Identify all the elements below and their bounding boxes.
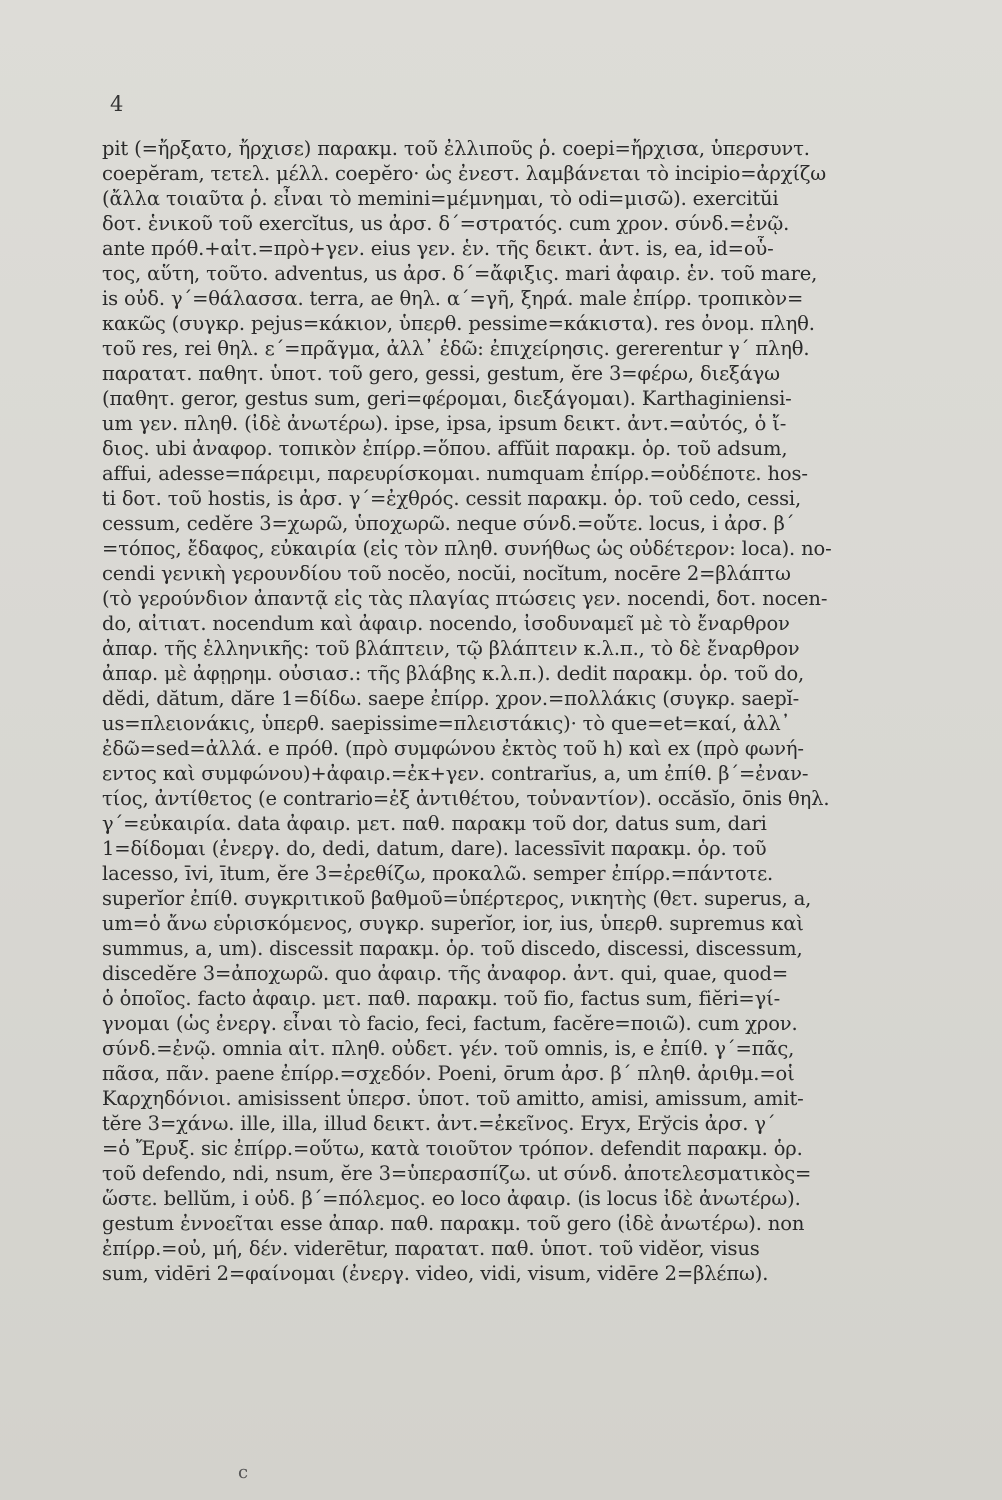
text-line: gestum ἐννοεῖται esse ἀπαρ. παθ. παρακμ. τοῦ gero (ἰδὲ ἀνωτέρω). non: [102, 1212, 805, 1235]
text-line: Καρχηδόνιοι. amisissent ὑπερσ. ὑποτ. τοῦ amitto, amisi, amissum, amit-: [102, 1087, 804, 1110]
text-line: dĕdi, dătum, dăre 1=δίδω. saepe ἐπίρρ. χρον.=πολλάκις (συγκρ. saepĭ-: [102, 687, 800, 710]
text-line: εντος καὶ συμφώνου)+ἀφαιρ.=ἐκ+γεν. contrarĭus, a, um ἐπίθ. β΄=ἐναν-: [102, 762, 809, 785]
text-line: ἀπαρ. μὲ ἀφῃρημ. οὐσιασ.: τῆς βλάβης κ.λ.π.). dedit παρακμ. ὁρ. τοῦ do,: [102, 662, 805, 685]
text-line: affui, adesse=πάρειμι, παρευρίσκομαι. numquam ἐπίρρ.=οὐδέποτε. hos-: [102, 462, 808, 485]
text-line: ἐδῶ=sed=ἀλλά. e πρόθ. (πρὸ συμφώνου ἐκτὸς τοῦ h) καὶ ex (πρὸ φωνή-: [102, 737, 804, 760]
text-line: discedĕre 3=ἀποχωρῶ. quo ἀφαιρ. τῆς ἀναφορ. ἀντ. qui, quae, quod=: [102, 962, 789, 985]
text-line: ti δοτ. τοῦ hostis, is ἀρσ. γ΄=ἐχθρός. cessit παρακμ. ὁρ. τοῦ cedo, cessi,: [102, 487, 802, 510]
text-line: διος. ubi ἀναφορ. τοπικὸν ἐπίρρ.=ὅπου. affŭit παρακμ. ὁρ. τοῦ adsum,: [102, 437, 788, 460]
text-line: ἐπίρρ.=οὐ, μή, δέν. viderētur, παρατατ. παθ. ὑποτ. τοῦ vidĕor, visus: [102, 1237, 760, 1260]
text-line: pit (=ἤρξατο, ἤρχισε) παρακμ. τοῦ ἐλλιποῦς ῥ. coepi=ἤρχισα, ὑπερσυντ.: [102, 137, 810, 160]
text-line: ὥστε. bellŭm, i οὐδ. β΄=πόλεμος. eo loco ἀφαιρ. (is locus ἰδὲ ἀνωτέρω).: [102, 1187, 801, 1210]
text-line: δοτ. ἑνικοῦ τοῦ exercĭtus, us ἀρσ. δ΄=στρατός. cum χρον. σύνδ.=ἐνῷ.: [102, 212, 790, 235]
text-line: παρατατ. παθητ. ὑποτ. τοῦ gero, gessi, gestum, ĕre 3=φέρω, διεξάγω: [102, 362, 780, 385]
text-line: is οὐδ. γ΄=θάλασσα. terra, ae θηλ. α΄=γῆ, ξηρά. male ἐπίρρ. τροπικὸν=: [102, 287, 804, 310]
text-line: lacesso, īvi, ītum, ĕre 3=ἐρεθίζω, προκαλῶ. semper ἐπίρρ.=πάντοτε.: [102, 862, 774, 885]
text-line: us=πλειονάκις, ὑπερθ. saepissime=πλειστάκις)· τὸ que=et=καί, ἀλλ᾽: [102, 712, 791, 735]
text-line: tĕre 3=χάνω. ille, illa, illud δεικτ. ἀντ.=ἐκεῖνος. Eryx, Erўcis ἀρσ. γ΄: [102, 1112, 776, 1135]
text-line: κακῶς (συγκρ. pejus=κάκιον, ὑπερθ. pessime=κάκιστα). res ὀνομ. πληθ.: [102, 312, 815, 335]
text-line: τος, αὕτη, τοῦτο. adventus, us ἀρσ. δ΄=ἄφιξις. mari ἀφαιρ. ἑν. τοῦ mare,: [102, 262, 818, 285]
page-number: 4: [110, 92, 124, 116]
text-line: ante πρόθ.+αἰτ.=πρὸ+γεν. eius γεν. ἑν. τῆς δεικτ. ἀντ. is, ea, id=οὗ-: [102, 237, 774, 260]
text-line: um γεν. πληθ. (ἰδὲ ἀνωτέρω). ipse, ipsa, ipsum δεικτ. ἀντ.=αὐτός, ὁ ἴ-: [102, 412, 787, 435]
text-line: τοῦ defendo, ndi, nsum, ĕre 3=ὑπερασπίζω. ut σύνδ. ἀποτελεσματικὸς=: [102, 1162, 812, 1185]
text-line: γ΄=εὐκαιρία. data ἀφαιρ. μετ. παθ. παρακμ τοῦ dor, datus sum, dari: [102, 812, 767, 835]
text-line: (ἄλλα τοιαῦτα ῥ. εἶναι τὸ memini=μέμνημαι, τὸ odi=μισῶ). exercitŭi: [102, 187, 779, 210]
text-line: coepĕram, τετελ. μέλλ. coepĕro· ὡς ἐνεστ. λαμβάνεται τὸ incipio=ἀρχίζω: [102, 162, 827, 185]
text-line: σύνδ.=ἐνῷ. omnia αἰτ. πληθ. οὐδετ. γέν. τοῦ omnis, is, e ἐπίθ. γ΄=πᾶς,: [102, 1037, 795, 1060]
text-line: (παθητ. geror, gestus sum, geri=φέρομαι, διεξάγομαι). Karthaginiensi-: [102, 387, 792, 410]
text-line: γνομαι (ὡς ἐνεργ. εἶναι τὸ facio, feci, factum, facĕre=ποιῶ). cum χρον.: [102, 1012, 798, 1035]
stray-mark: c: [238, 1462, 249, 1483]
text-line: do, αἰτιατ. nocendum καὶ ἀφαιρ. nocendo, ἰσοδυναμεῖ μὲ τὸ ἔναρθρον: [102, 612, 790, 635]
text-line: τίος, ἀντίθετος (e contrario=ἐξ ἀντιθέτου, τοὐναντίον). occăsĭo, ōnis θηλ.: [102, 787, 830, 810]
text-line: 1=δίδομαι (ἐνεργ. do, dedi, datum, dare). lacessīvit παρακμ. ὁρ. τοῦ: [102, 837, 767, 860]
text-line: sum, vidēri 2=φαίνομαι (ἐνεργ. video, vidi, visum, vidēre 2=βλέπω).: [102, 1262, 769, 1285]
text-line: ἀπαρ. τῆς ἑλληνικῆς: τοῦ βλάπτειν, τῷ βλάπτειν κ.λ.π., τὸ δὲ ἔναρθρον: [102, 637, 800, 660]
text-line: superĭor ἐπίθ. συγκριτικοῦ βαθμοῦ=ὑπέρτερος, νικητὴς (θετ. superus, a,: [102, 887, 812, 910]
text-line: um=ὁ ἄνω εὑρισκόμενος, συγκρ. superĭor, ior, ius, ὑπερθ. supremus καὶ: [102, 912, 804, 935]
text-line: πᾶσα, πᾶν. paene ἐπίρρ.=σχεδόν. Poeni, ōrum ἀρσ. β΄ πληθ. ἀριθμ.=οἱ: [102, 1062, 795, 1085]
text-line: summus, a, um). discessit παρακμ. ὁρ. τοῦ discedo, discessi, discessum,: [102, 937, 803, 960]
text-line: ὁ ὁποῖος. facto ἀφαιρ. μετ. παθ. παρακμ. τοῦ fio, factus sum, fiĕri=γί-: [102, 987, 781, 1010]
text-line: (τὸ γερούνδιον ἀπαντᾷ εἰς τὰς πλαγίας πτώσεις γεν. nocendi, δοτ. nocen-: [102, 587, 828, 610]
text-line: cendi γενικὴ γερουνδίου τοῦ nocĕo, nocŭi, nocĭtum, nocēre 2=βλάπτω: [102, 562, 791, 585]
text-line: τοῦ res, rei θηλ. ε΄=πρᾶγμα, ἀλλ᾽ ἐδῶ: ἐπιχείρησις. gererentur γ΄ πληθ.: [102, 337, 810, 360]
text-line: =τόπος, ἔδαφος, εὐκαιρία (εἰς τὸν πληθ. συνήθως ὡς οὐδέτερον: loca). no-: [102, 537, 832, 560]
text-line: cessum, cedĕre 3=χωρῶ, ὑποχωρῶ. neque σύνδ.=οὔτε. locus, i ἀρσ. β΄: [102, 512, 795, 535]
body-text: [102, 136, 962, 1286]
text-line: =ὁ Ἔρυξ. sic ἐπίρρ.=οὕτω, κατὰ τοιοῦτον τρόπον. defendit παρακμ. ὁρ.: [102, 1137, 803, 1160]
